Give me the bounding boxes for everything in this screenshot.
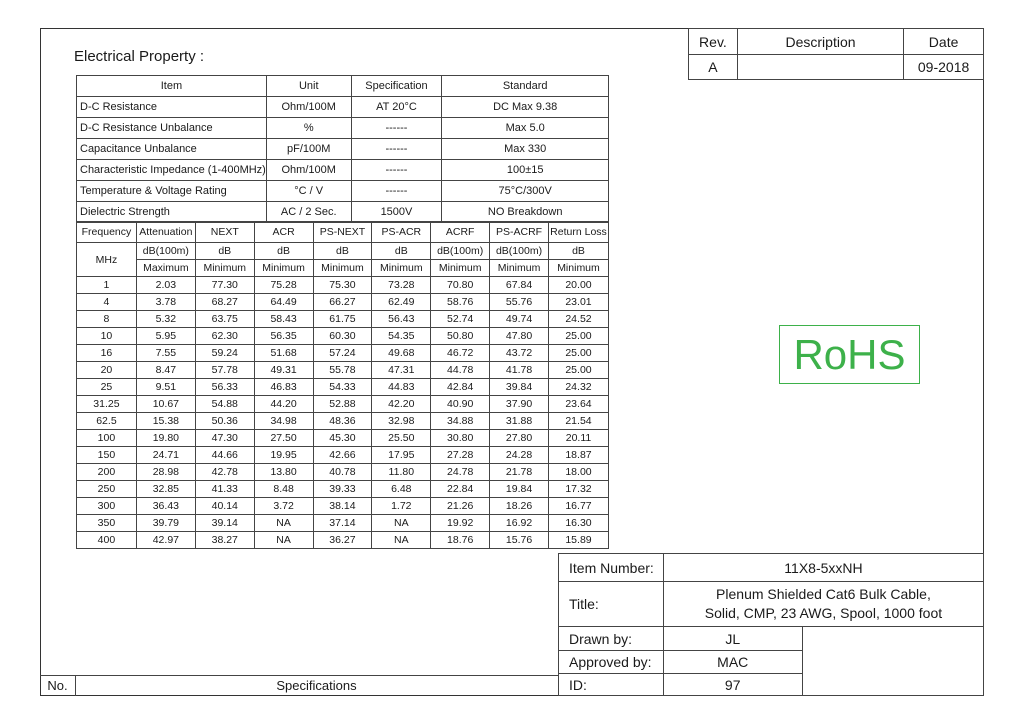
freq-cell: 18.26 <box>490 498 549 515</box>
freq-limit-header: Minimum <box>372 260 431 277</box>
freq-cell: 67.84 <box>490 277 549 294</box>
property-cell: °C / V <box>266 181 351 202</box>
freq-cell: 55.76 <box>490 294 549 311</box>
title-block <box>558 553 984 696</box>
freq-row <box>77 515 609 532</box>
revision-table <box>688 28 984 80</box>
freq-cell: NA <box>372 532 431 549</box>
freq-cell: 45.30 <box>313 430 372 447</box>
property-cell: 75°C/300V <box>442 181 609 202</box>
col-header-standard: Standard <box>442 76 609 97</box>
freq-header-cell: ACR <box>254 222 313 243</box>
freq-cell: 39.33 <box>313 481 372 498</box>
freq-row <box>77 447 609 464</box>
freq-cell: 17.32 <box>548 481 608 498</box>
frequency-table <box>76 221 609 549</box>
freq-header-cell: PS-ACRF <box>490 222 549 243</box>
freq-cell: 20 <box>77 362 137 379</box>
rev-value: A <box>689 55 738 80</box>
freq-cell: 8.48 <box>254 481 313 498</box>
freq-cell: 4 <box>77 294 137 311</box>
freq-row <box>77 498 609 515</box>
freq-cell: 62.30 <box>195 328 254 345</box>
freq-cell: 27.80 <box>490 430 549 447</box>
specifications-label: Specifications <box>276 678 357 693</box>
freq-cell: 47.80 <box>490 328 549 345</box>
freq-cell: 49.68 <box>372 345 431 362</box>
freq-cell: 56.35 <box>254 328 313 345</box>
freq-cell: 5.95 <box>136 328 195 345</box>
freq-cell: 8.47 <box>136 362 195 379</box>
drawn-by-label: Drawn by: <box>559 627 664 651</box>
freq-row <box>77 379 609 396</box>
freq-cell: 31.88 <box>490 413 549 430</box>
freq-header-cell: PS-NEXT <box>313 222 372 243</box>
freq-cell: 27.28 <box>431 447 490 464</box>
freq-unit-header: dB <box>548 243 608 260</box>
property-cell: NO Breakdown <box>442 202 609 223</box>
freq-cell: 16.30 <box>548 515 608 532</box>
property-cell: ------ <box>351 160 442 181</box>
freq-cell: 49.74 <box>490 311 549 328</box>
property-row <box>77 118 609 139</box>
freq-cell: 21.78 <box>490 464 549 481</box>
freq-unit-header: dB(100m) <box>490 243 549 260</box>
freq-cell: 60.30 <box>313 328 372 345</box>
title-label: Title: <box>559 582 664 627</box>
freq-cell: 44.83 <box>372 379 431 396</box>
property-cell: ------ <box>351 118 442 139</box>
freq-row <box>77 464 609 481</box>
item-number-value: 11X8-5xxNH <box>663 554 983 582</box>
freq-cell: 73.28 <box>372 277 431 294</box>
freq-unit-cell: MHz <box>77 243 137 277</box>
property-row <box>77 202 609 223</box>
freq-limit-header: Minimum <box>313 260 372 277</box>
freq-cell: 350 <box>77 515 137 532</box>
freq-cell: 20.00 <box>548 277 608 294</box>
freq-cell: 54.35 <box>372 328 431 345</box>
freq-row <box>77 277 609 294</box>
freq-cell: 24.28 <box>490 447 549 464</box>
approved-by-label: Approved by: <box>559 651 664 674</box>
freq-limit-header: Minimum <box>254 260 313 277</box>
date-value: 09-2018 <box>904 55 984 80</box>
freq-cell: 64.49 <box>254 294 313 311</box>
rev-header: Rev. <box>689 29 738 55</box>
freq-cell: 27.50 <box>254 430 313 447</box>
freq-cell: 16.92 <box>490 515 549 532</box>
freq-cell: NA <box>254 532 313 549</box>
freq-limit-header: Minimum <box>431 260 490 277</box>
freq-cell: 18.87 <box>548 447 608 464</box>
col-header-item: Item <box>77 76 267 97</box>
freq-cell: 46.83 <box>254 379 313 396</box>
freq-cell: 19.95 <box>254 447 313 464</box>
freq-cell: 3.72 <box>254 498 313 515</box>
freq-cell: 38.27 <box>195 532 254 549</box>
freq-cell: 3.78 <box>136 294 195 311</box>
freq-cell: 150 <box>77 447 137 464</box>
freq-cell: 34.88 <box>431 413 490 430</box>
property-cell: Ohm/100M <box>266 97 351 118</box>
rohs-mark: RoHS <box>779 325 920 384</box>
freq-cell: 47.31 <box>372 362 431 379</box>
freq-unit-header: dB(100m) <box>136 243 195 260</box>
freq-cell: 30.80 <box>431 430 490 447</box>
freq-row <box>77 532 609 549</box>
freq-limit-header: Minimum <box>548 260 608 277</box>
freq-cell: 23.01 <box>548 294 608 311</box>
freq-cell: 66.27 <box>313 294 372 311</box>
freq-cell: 54.33 <box>313 379 372 396</box>
freq-cell: 40.90 <box>431 396 490 413</box>
freq-cell: 41.33 <box>195 481 254 498</box>
freq-cell: 57.24 <box>313 345 372 362</box>
freq-cell: 19.84 <box>490 481 549 498</box>
freq-cell: 24.71 <box>136 447 195 464</box>
freq-cell: 40.14 <box>195 498 254 515</box>
freq-cell: 20.11 <box>548 430 608 447</box>
freq-cell: 43.72 <box>490 345 549 362</box>
freq-cell: 34.98 <box>254 413 313 430</box>
freq-cell: 77.30 <box>195 277 254 294</box>
freq-header-cell: Return Loss <box>548 222 608 243</box>
freq-cell: 25.00 <box>548 362 608 379</box>
property-cell: Max 5.0 <box>442 118 609 139</box>
freq-cell: NA <box>254 515 313 532</box>
freq-cell: 22.84 <box>431 481 490 498</box>
freq-cell: 51.68 <box>254 345 313 362</box>
property-cell: Max 330 <box>442 139 609 160</box>
col-header-unit: Unit <box>266 76 351 97</box>
freq-cell: 25.00 <box>548 345 608 362</box>
freq-cell: 44.66 <box>195 447 254 464</box>
freq-cell: 48.36 <box>313 413 372 430</box>
id-label: ID: <box>559 674 664 696</box>
freq-row <box>77 396 609 413</box>
id-value: 97 <box>663 674 802 696</box>
freq-unit-header: dB(100m) <box>431 243 490 260</box>
freq-cell: 8 <box>77 311 137 328</box>
freq-cell: 47.30 <box>195 430 254 447</box>
description-value <box>737 55 903 80</box>
freq-cell: 25 <box>77 379 137 396</box>
no-label: No. <box>40 676 76 696</box>
freq-cell: 38.14 <box>313 498 372 515</box>
freq-cell: 10 <box>77 328 137 345</box>
freq-cell: 44.78 <box>431 362 490 379</box>
freq-unit-header: dB <box>254 243 313 260</box>
freq-cell: 62.49 <box>372 294 431 311</box>
freq-cell: 24.52 <box>548 311 608 328</box>
freq-cell: 40.78 <box>313 464 372 481</box>
freq-cell: 58.76 <box>431 294 490 311</box>
freq-row <box>77 328 609 345</box>
property-cell: 1500V <box>351 202 442 223</box>
freq-cell: 42.97 <box>136 532 195 549</box>
freq-row <box>77 294 609 311</box>
property-cell: D-C Resistance <box>77 97 267 118</box>
freq-cell: 52.88 <box>313 396 372 413</box>
freq-row <box>77 413 609 430</box>
freq-cell: 200 <box>77 464 137 481</box>
property-cell: Capacitance Unbalance <box>77 139 267 160</box>
freq-cell: 9.51 <box>136 379 195 396</box>
freq-cell: 55.78 <box>313 362 372 379</box>
freq-cell: NA <box>372 515 431 532</box>
freq-cell: 5.32 <box>136 311 195 328</box>
freq-cell: 61.75 <box>313 311 372 328</box>
freq-cell: 37.90 <box>490 396 549 413</box>
freq-cell: 63.75 <box>195 311 254 328</box>
freq-cell: 70.80 <box>431 277 490 294</box>
property-row <box>77 160 609 181</box>
freq-cell: 7.55 <box>136 345 195 362</box>
freq-cell: 25.00 <box>548 328 608 345</box>
property-cell: D-C Resistance Unbalance <box>77 118 267 139</box>
freq-cell: 15.89 <box>548 532 608 549</box>
freq-cell: 23.64 <box>548 396 608 413</box>
freq-cell: 19.92 <box>431 515 490 532</box>
freq-row <box>77 430 609 447</box>
property-cell: ------ <box>351 139 442 160</box>
property-cell: Ohm/100M <box>266 160 351 181</box>
property-row <box>77 97 609 118</box>
freq-cell: 39.84 <box>490 379 549 396</box>
freq-cell: 31.25 <box>77 396 137 413</box>
property-cell: Temperature & Voltage Rating <box>77 181 267 202</box>
freq-cell: 56.43 <box>372 311 431 328</box>
freq-cell: 17.95 <box>372 447 431 464</box>
freq-cell: 46.72 <box>431 345 490 362</box>
freq-cell: 42.78 <box>195 464 254 481</box>
property-row <box>77 139 609 160</box>
property-cell: AC / 2 Sec. <box>266 202 351 223</box>
freq-cell: 42.20 <box>372 396 431 413</box>
freq-limit-header: Maximum <box>136 260 195 277</box>
freq-cell: 10.67 <box>136 396 195 413</box>
freq-unit-header: dB <box>313 243 372 260</box>
freq-header-cell: PS-ACR <box>372 222 431 243</box>
approved-by-value: MAC <box>663 651 802 674</box>
freq-cell: 13.80 <box>254 464 313 481</box>
title-line-2: Solid, CMP, 23 AWG, Spool, 1000 foot <box>704 605 943 621</box>
freq-cell: 68.27 <box>195 294 254 311</box>
freq-cell: 62.5 <box>77 413 137 430</box>
freq-header-cell: Frequency <box>77 222 137 243</box>
freq-header-cell: Attenuation <box>136 222 195 243</box>
freq-cell: 32.85 <box>136 481 195 498</box>
freq-unit-header: dB <box>195 243 254 260</box>
freq-limit-header: Minimum <box>195 260 254 277</box>
freq-cell: 16 <box>77 345 137 362</box>
freq-cell: 300 <box>77 498 137 515</box>
freq-cell: 21.26 <box>431 498 490 515</box>
freq-row <box>77 311 609 328</box>
freq-cell: 58.43 <box>254 311 313 328</box>
freq-cell: 18.00 <box>548 464 608 481</box>
freq-cell: 59.24 <box>195 345 254 362</box>
freq-cell: 18.76 <box>431 532 490 549</box>
property-cell: 100±15 <box>442 160 609 181</box>
drawn-by-value: JL <box>663 627 802 651</box>
item-number-label: Item Number: <box>559 554 664 582</box>
freq-cell: 19.80 <box>136 430 195 447</box>
title-line-1: Plenum Shielded Cat6 Bulk Cable, <box>716 586 931 602</box>
title-value <box>663 582 983 627</box>
freq-cell: 49.31 <box>254 362 313 379</box>
freq-cell: 24.32 <box>548 379 608 396</box>
freq-unit-header: dB <box>372 243 431 260</box>
freq-cell: 36.27 <box>313 532 372 549</box>
freq-cell: 37.14 <box>313 515 372 532</box>
freq-cell: 39.79 <box>136 515 195 532</box>
freq-row <box>77 362 609 379</box>
freq-cell: 42.66 <box>313 447 372 464</box>
specifications-strip <box>40 675 558 696</box>
freq-cell: 75.28 <box>254 277 313 294</box>
freq-cell: 44.20 <box>254 396 313 413</box>
freq-cell: 21.54 <box>548 413 608 430</box>
freq-cell: 15.76 <box>490 532 549 549</box>
freq-limit-header: Minimum <box>490 260 549 277</box>
page-title: Electrical Property : <box>74 48 205 65</box>
freq-cell: 39.14 <box>195 515 254 532</box>
property-cell: AT 20°C <box>351 97 442 118</box>
freq-cell: 15.38 <box>136 413 195 430</box>
freq-cell: 50.36 <box>195 413 254 430</box>
description-header: Description <box>737 29 903 55</box>
freq-cell: 16.77 <box>548 498 608 515</box>
freq-cell: 250 <box>77 481 137 498</box>
property-cell: DC Max 9.38 <box>442 97 609 118</box>
freq-cell: 25.50 <box>372 430 431 447</box>
freq-header-cell: NEXT <box>195 222 254 243</box>
freq-cell: 42.84 <box>431 379 490 396</box>
property-cell: Characteristic Impedance (1-400MHz) <box>77 160 267 181</box>
property-cell: % <box>266 118 351 139</box>
blank-cell <box>802 627 983 696</box>
freq-cell: 36.43 <box>136 498 195 515</box>
property-row <box>77 181 609 202</box>
freq-cell: 6.48 <box>372 481 431 498</box>
freq-cell: 50.80 <box>431 328 490 345</box>
freq-cell: 52.74 <box>431 311 490 328</box>
freq-cell: 11.80 <box>372 464 431 481</box>
freq-cell: 56.33 <box>195 379 254 396</box>
freq-row <box>77 345 609 362</box>
freq-header-cell: ACRF <box>431 222 490 243</box>
date-header: Date <box>904 29 984 55</box>
property-cell: ------ <box>351 181 442 202</box>
property-table <box>76 75 609 223</box>
freq-cell: 75.30 <box>313 277 372 294</box>
freq-cell: 24.78 <box>431 464 490 481</box>
freq-cell: 100 <box>77 430 137 447</box>
freq-cell: 400 <box>77 532 137 549</box>
freq-cell: 32.98 <box>372 413 431 430</box>
col-header-specification: Specification <box>351 76 442 97</box>
freq-cell: 1.72 <box>372 498 431 515</box>
freq-cell: 57.78 <box>195 362 254 379</box>
freq-cell: 28.98 <box>136 464 195 481</box>
freq-cell: 54.88 <box>195 396 254 413</box>
freq-cell: 2.03 <box>136 277 195 294</box>
freq-cell: 1 <box>77 277 137 294</box>
freq-cell: 41.78 <box>490 362 549 379</box>
property-cell: pF/100M <box>266 139 351 160</box>
freq-row <box>77 481 609 498</box>
property-cell: Dielectric Strength <box>77 202 267 223</box>
